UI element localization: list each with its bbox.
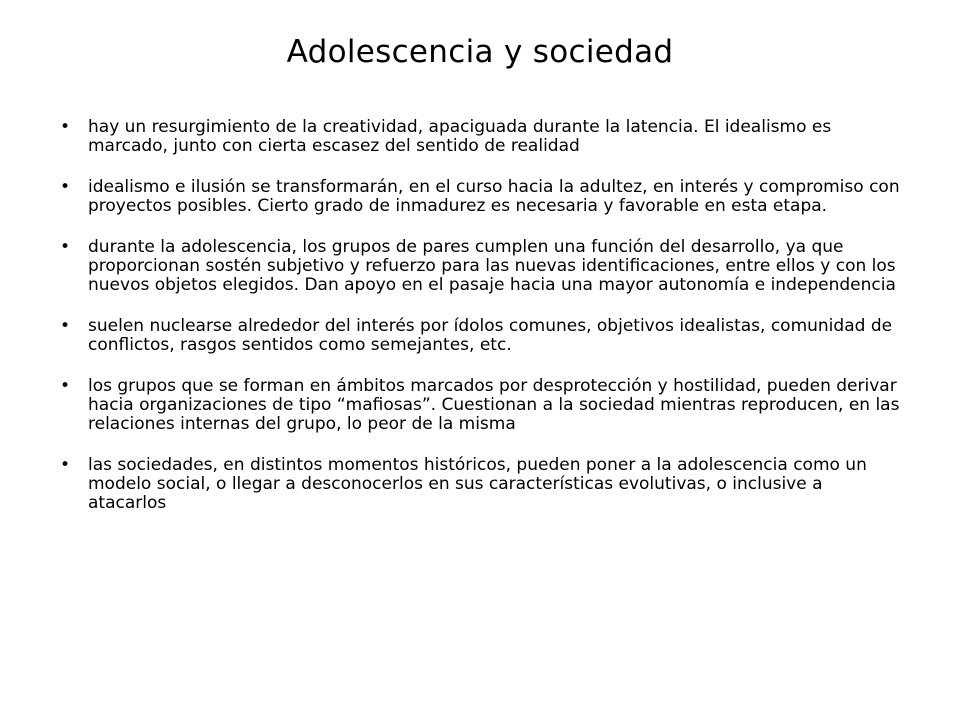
- bullet-text: los grupos que se forman en ámbitos marcados por desprotección y hostilidad, pueden derivar hacia organizaciones de tipo “mafiosas”. Cuestionan a la sociedad mientras reproducen, en las relaciones internas del grupo, lo peor de la misma: [88, 376, 900, 434]
- bullet-text: idealismo e ilusión se transformarán, en el curso hacia la adultez, en interés y compromiso con proyectos posibles. Cierto grado de inmadurez es necesaria y favorable en esta etapa.: [88, 177, 900, 216]
- bullet-dot-icon: •: [60, 177, 71, 197]
- bullet-list: [60, 118, 900, 535]
- slide-title: Adolescencia y sociedad: [286, 34, 674, 70]
- bullet-text: durante la adolescencia, los grupos de pares cumplen una función del desarrollo, ya que proporcionan sostén subjetivo y refuerzo para las nuevas identificaciones, entre ellos y con los nuevos objetos elegidos. Dan apoyo en el pasaje hacia una mayor autonomía e independencia: [88, 237, 896, 295]
- bullet-item: [60, 178, 900, 216]
- bullet-text: suelen nuclearse alrededor del interés por ídolos comunes, objetivos idealistas, comunidad de conflictos, rasgos sentidos como semejantes, etc.: [88, 316, 893, 355]
- bullet-dot-icon: •: [60, 455, 71, 475]
- bullet-dot-icon: •: [60, 237, 71, 257]
- bullet-item: [60, 118, 900, 156]
- bullet-item: [60, 317, 900, 355]
- bullet-item: [60, 456, 900, 513]
- bullet-item: [60, 238, 900, 295]
- bullet-text: hay un resurgimiento de la creatividad, apaciguada durante la latencia. El idealismo es marcado, junto con cierta escasez del sentido de realidad: [88, 117, 832, 156]
- bullet-item: [60, 377, 900, 434]
- bullet-dot-icon: •: [60, 316, 71, 336]
- bullet-dot-icon: •: [60, 376, 71, 396]
- bullet-dot-icon: •: [60, 117, 71, 137]
- bullet-text: las sociedades, en distintos momentos históricos, pueden poner a la adolescencia como un modelo social, o llegar a desconocerlos en sus características evolutivas, o inclusive a atacarlos: [88, 455, 867, 513]
